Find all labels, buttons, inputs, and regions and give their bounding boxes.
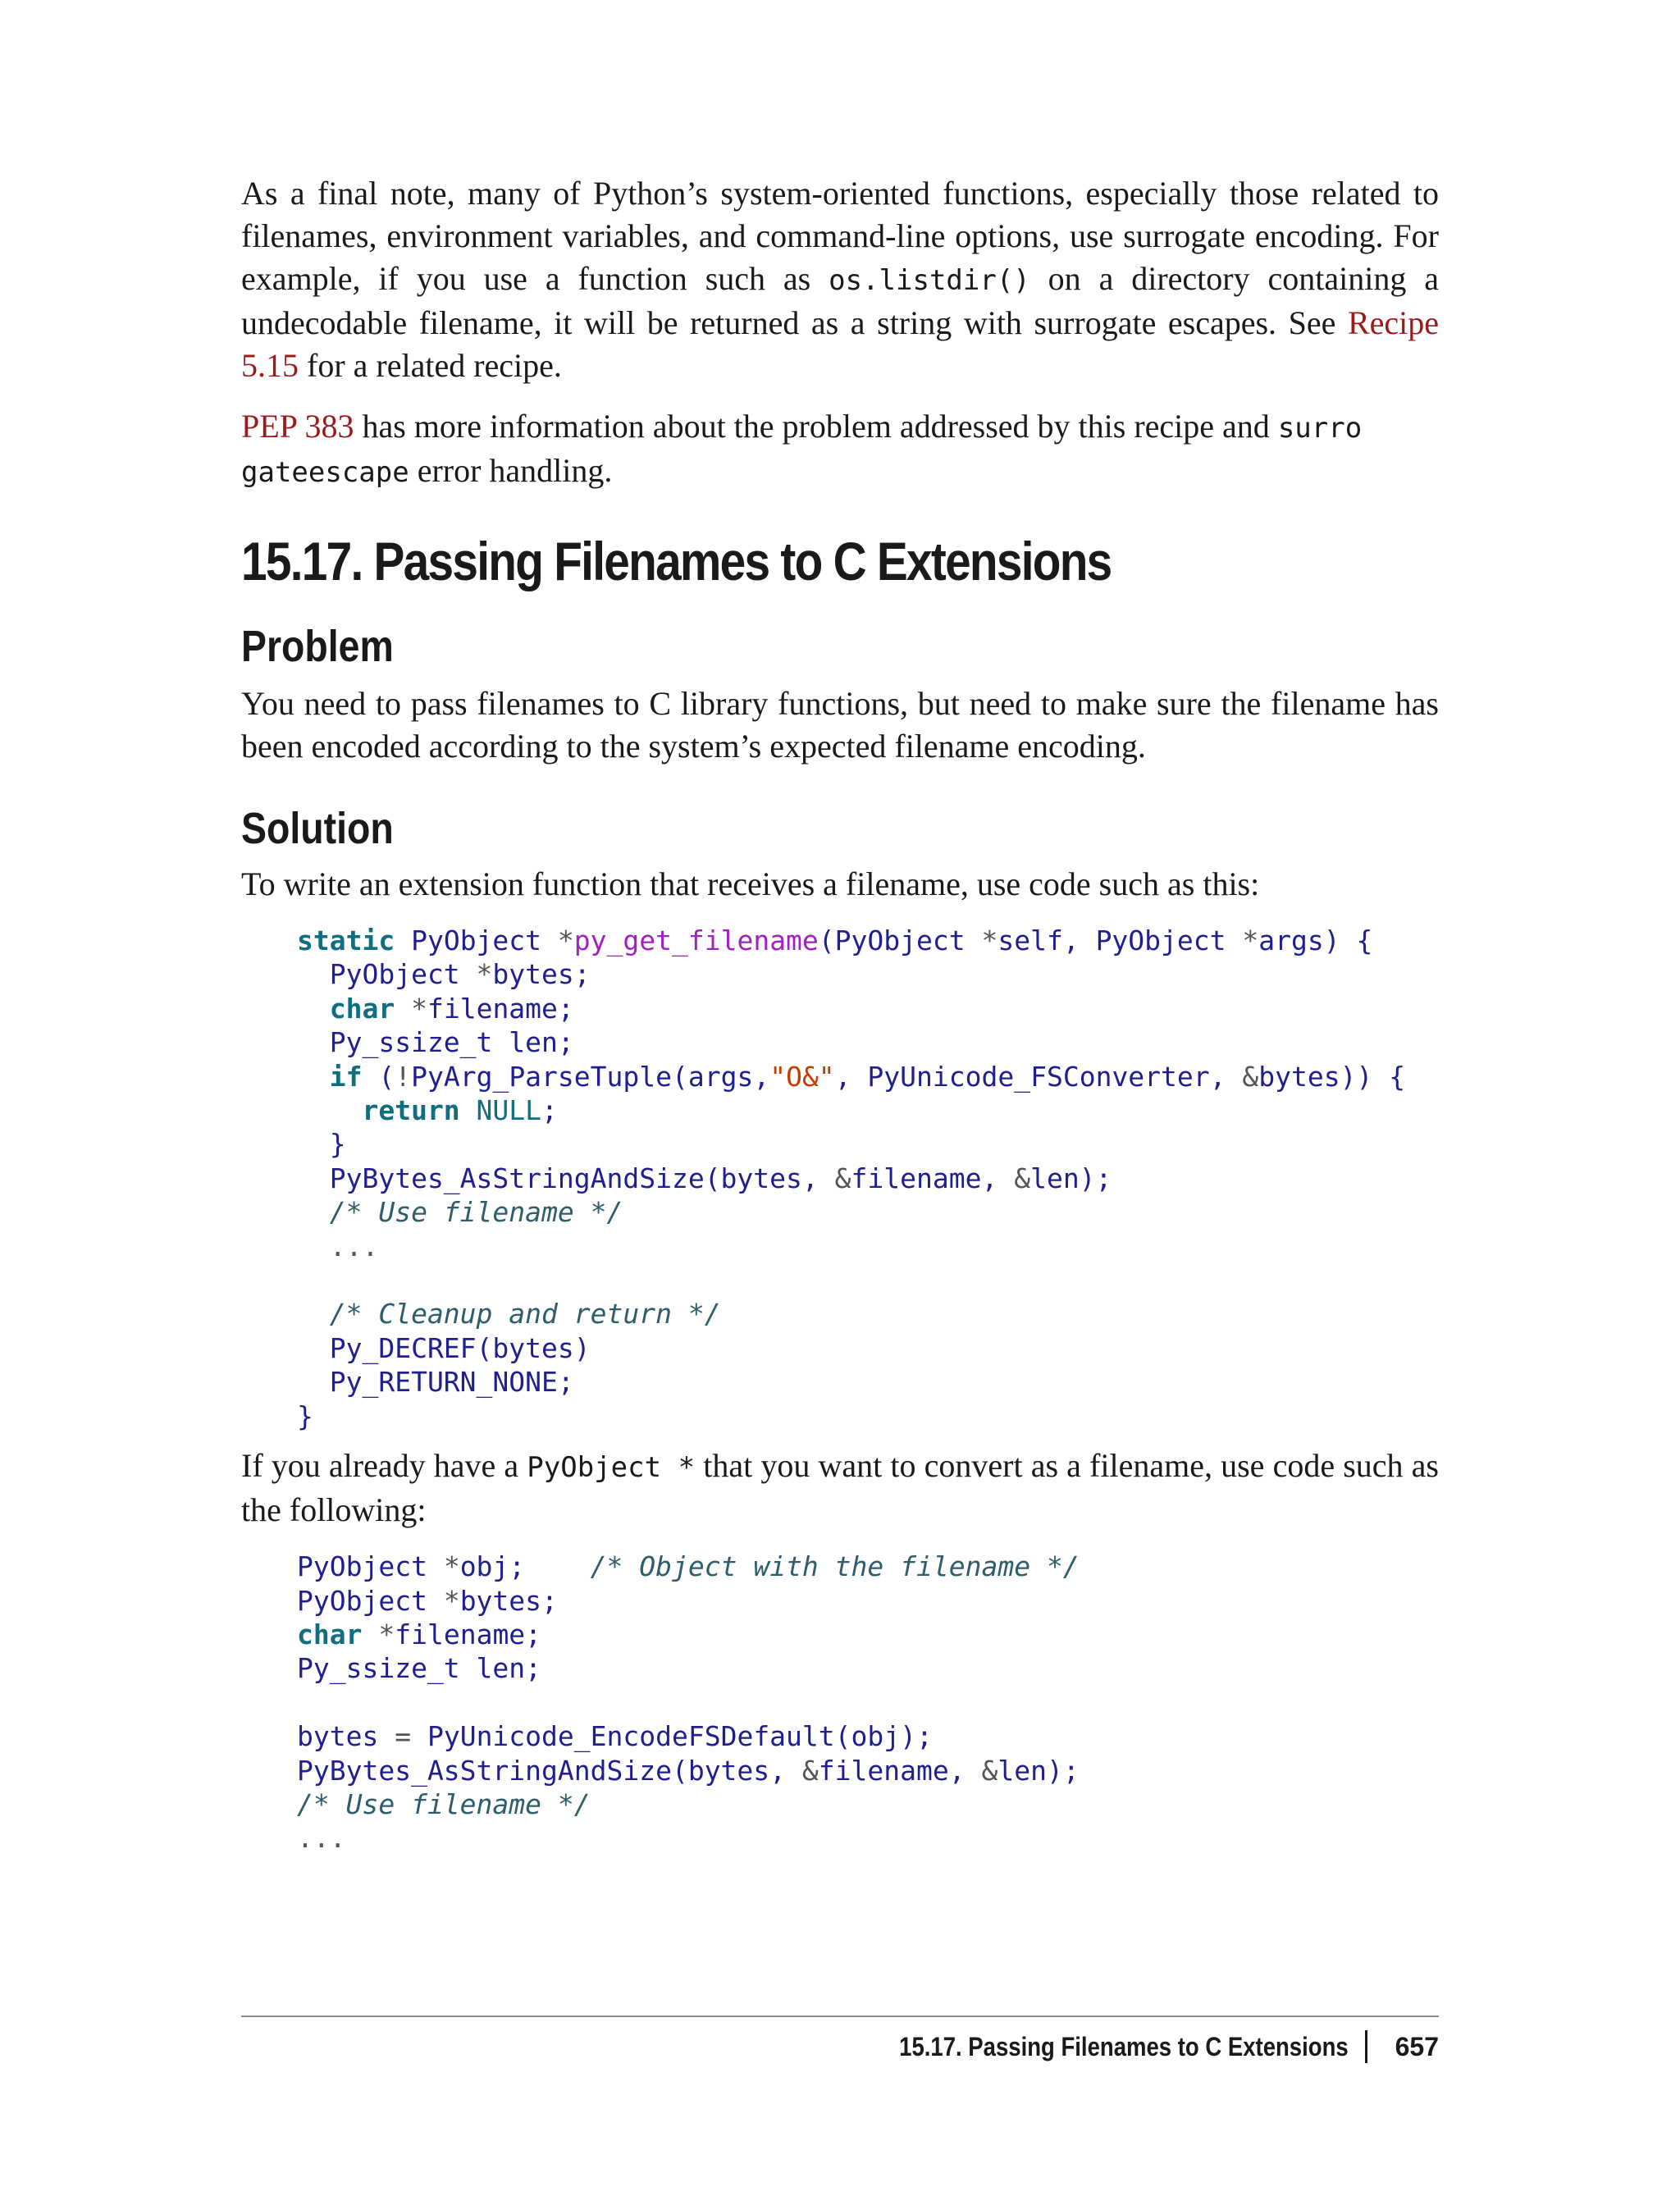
page-content <box>241 172 1439 1856</box>
problem-heading: Problem <box>241 622 394 671</box>
inline-code: os.listdir() <box>829 264 1030 297</box>
code-block-1: static PyObject *py_get_filename(PyObject *self, PyObject *args) { PyObject *bytes; char *filename; Py_ssize_t len; if (!PyArg_ParseTuple(args,"O&", PyUnicode_FSConverter, &bytes)) { return NULL; } PyBytes_AsStringAndSize(bytes, &filename, &len); /* Use filename */ ... /* Cleanup and return */ Py_DECREF(bytes) Py_RETURN_NONE; } <box>297 924 1406 1432</box>
inline-code: gateescape <box>241 456 409 489</box>
intro-paragraph-2 <box>241 405 1439 494</box>
code-block-2: PyObject *obj; /* Object with the filename */ PyObject *bytes; char *filename; Py_ssize_t len; bytes = PyUnicode_EncodeFSDefault(obj); PyBytes_AsStringAndSize(bytes, &filename, &len); /* Use filename */ ... <box>297 1550 1080 1855</box>
solution-text-2-b: that you want to convert as a filename, use code such as the following: <box>241 1447 1439 1529</box>
intro-text: has more information about the problem addressed by this recipe and <box>354 408 1278 445</box>
inline-code: surro <box>1277 412 1363 445</box>
footer-rule <box>241 2016 1439 2017</box>
footer-section-title: 15.17. Passing Filenames to C Extensions <box>899 2031 1349 2061</box>
chapter-title: 15.17. Passing Filenames to C Extensions <box>241 531 1112 591</box>
inline-code: PyObject * <box>527 1451 696 1485</box>
intro-text: for a related recipe. <box>299 347 562 384</box>
problem-text: You need to pass filenames to C library functions, but need to make sure the filename has been encoded according to the system’s expected filename encoding. <box>241 685 1439 765</box>
intro-paragraph-1 <box>241 172 1439 387</box>
page-number: 657 <box>1395 2031 1439 2061</box>
solution-text-2-a: If you already have a <box>241 1447 527 1485</box>
intro-text: As a final note, many of Python’s system-oriented functions, especially those related to filenames, environment variables, and command-line options, use surrogate encoding. For example, if you use a function such as <box>241 175 1439 297</box>
solution-text-2 <box>241 1445 1439 1532</box>
pep-link[interactable]: PEP 383 <box>241 408 354 445</box>
solution-text: To write an extension function that receives a filename, use code such as this: <box>241 865 1260 902</box>
intro-text: on a directory containing a undecodable filename, it will be returned as a string with surrogate escapes. See <box>241 260 1440 341</box>
recipe-link[interactable]: Recipe 5.15 <box>241 304 1439 384</box>
intro-text: error handling. <box>409 452 613 489</box>
solution-heading: Solution <box>241 804 394 853</box>
footer-separator <box>1365 2030 1367 2063</box>
page-footer <box>826 2030 1439 2063</box>
